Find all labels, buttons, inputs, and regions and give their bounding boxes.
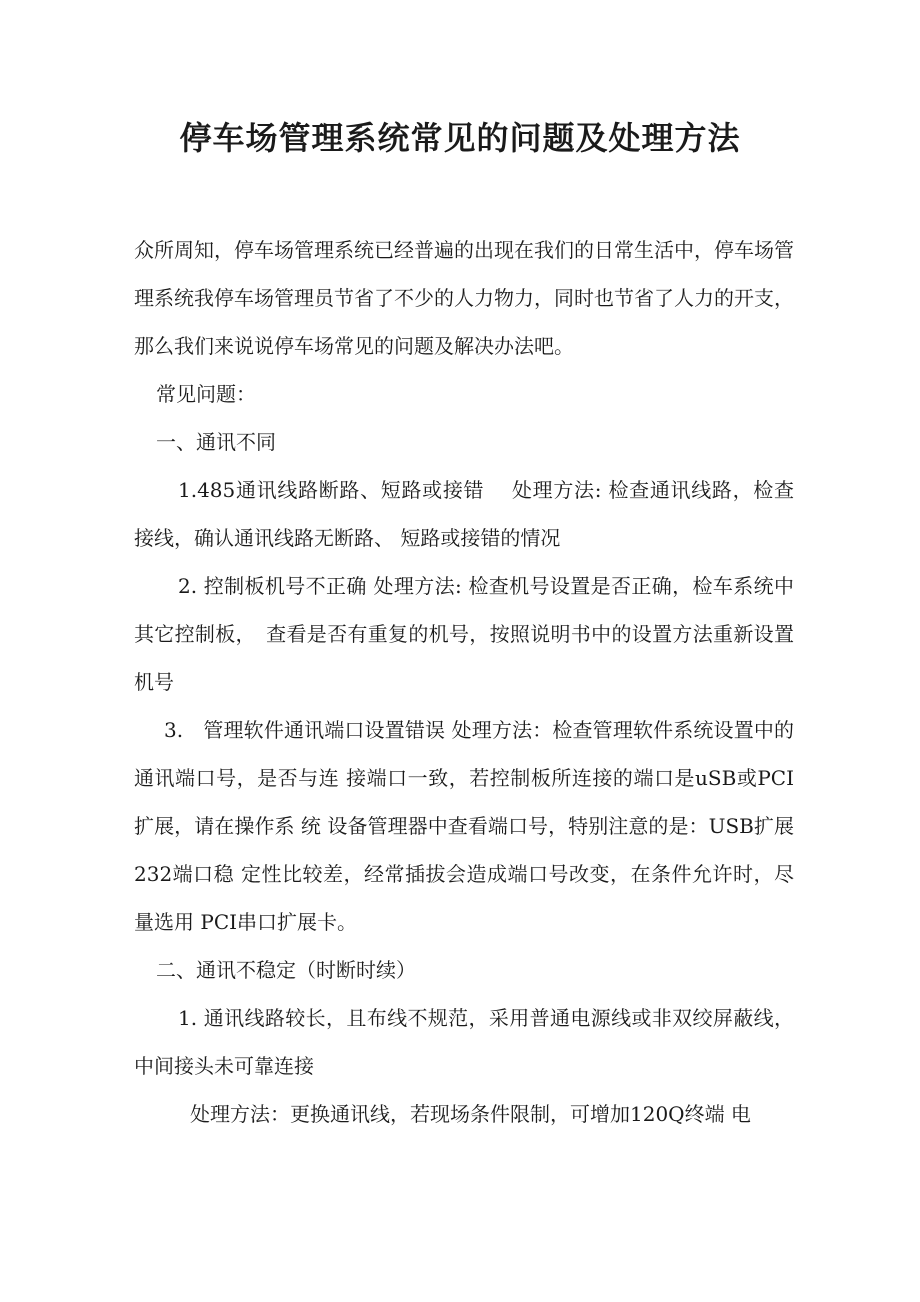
section-heading-common-issues: 常见问题： <box>156 382 256 406</box>
issue-3-paragraph: 3. 管理软件通讯端口设置错误 处理方法：检查管理软件系统设置中的通讯端口号，是否与连 接端口一致，若控制板所连接的端口是uSB或PCI扩展，请在操作系 统 设备管理器中查看端口号，特别注意的是：USB扩展232端口稳 定性比较差，经常插拔会造成端口号改变，在条件允许时，尽量选用 PCI串口扩展卡。 <box>134 718 794 934</box>
unstable-issue-1-solution: 处理方法：更换通讯线，若现场条件限制，可增加120Q终端 电 <box>190 1102 751 1126</box>
section-heading-communication-failure: 一、通讯不同 <box>156 430 276 454</box>
issue-1-paragraph: 1.485通讯线路断路、短路或接错 处理方法: 检查通讯线路，检查接线，确认通讯线路无断路、 短路或接错的情况 <box>134 478 794 550</box>
document-title: 停车场管理系统常见的问题及处理方法 <box>179 119 741 157</box>
document-body <box>134 226 794 1138</box>
issue-2-paragraph: 2. 控制板机号不正确 处理方法: 检查机号设置是否正确，检车系统中其它控制板， 查看是否有重复的机号，按照说明书中的设置方法重新设置机号 <box>134 574 794 694</box>
section-heading-unstable-communication: 二、通讯不稳定（时断时续） <box>156 958 416 982</box>
unstable-issue-1-paragraph: 1. 通讯线路较长，且布线不规范，采用普通电源线或非双绞屏蔽线，中间接头未可靠连接 <box>134 1006 794 1078</box>
intro-paragraph: 众所周知，停车场管理系统已经普遍的出现在我们的日常生活中，停车场管理系统我停车场管理员节省了不少的人力物力，同时也节省了人力的开支，那么我们来说说停车场常见的问题及解决办法吧。 <box>134 238 794 358</box>
